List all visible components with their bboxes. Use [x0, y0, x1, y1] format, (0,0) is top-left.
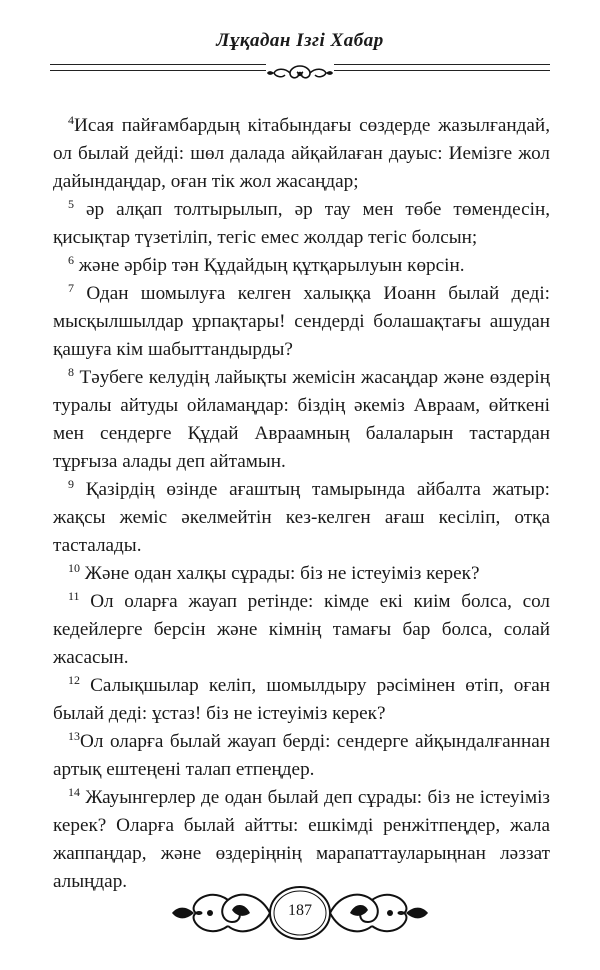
- verse-text: және әрбір тән Құдайдың құтқарылуын көрсін.: [78, 255, 465, 276]
- verse-text: Одан шомылуға келген халыққа Иоанн былай деді: мысқылшылдар ұрпақтары! сендерді болашақтағы ашудан қашуға кім шабыттандырды?: [53, 283, 550, 360]
- verse-number: 11: [68, 589, 80, 603]
- verse-text: әр алқап толтырылып, әр тау мен төбе төмендесін, қисықтар түзетіліп, тегіс емес жолдар тегіс болсын;: [53, 199, 551, 248]
- verse-number: 6: [68, 253, 74, 267]
- verse-text: Исая пайғамбардың кітабындағы сөздерде жазылғандай, ол былай дейді: шөл далада айқайлаған дауыс: Иемізге жол дайындаңдар, оған тік жол жасаңдар;: [53, 115, 550, 192]
- verse-4: [53, 112, 550, 196]
- verse-7: [53, 280, 550, 364]
- verse-text: Ол оларға жауап ретінде: кімде екі киім болса, сол кедейлерге берсін және кімнің тамағы бар болса, солай жасасын.: [53, 591, 550, 668]
- verse-13: [53, 728, 550, 784]
- verse-number: 5: [68, 197, 74, 211]
- verse-9: [53, 476, 550, 560]
- header-ornament-icon: [260, 62, 340, 84]
- verse-number: 12: [68, 673, 80, 687]
- verse-text: Жауынгерлер де одан былай деп сұрады: біз не істеуіміз керек? Оларға былай айтты: ешкімді ренжітпеңдер, жала жаппаңдар, және өздеріңнің марапаттауларыңнан ләззат алыңдар.: [53, 787, 550, 892]
- verse-number: 14: [68, 785, 80, 799]
- verse-number: 13: [68, 729, 80, 743]
- verse-number: 8: [68, 365, 74, 379]
- verse-text: Ол оларға былай жауап берді: сендерге айқындалғаннан артық ештеңені талап етпеңдер.: [53, 731, 550, 780]
- verse-number: 4: [68, 113, 74, 127]
- verse-6: [53, 252, 550, 280]
- verse-11: [53, 588, 550, 672]
- header-title: Лұқадан Ізгі Хабар: [216, 30, 384, 51]
- page-number: 187: [288, 902, 312, 919]
- verse-text: Және одан халқы сұрады: біз не істеуіміз керек?: [84, 563, 480, 584]
- verse-text: Қазірдің өзінде ағаштың тамырында айбалта жатыр: жақсы жеміс әкелмейтін кез-келген ағаш кесіліп, отқа тасталады.: [53, 479, 551, 556]
- verse-text: Тәубеге келудің лайықты жемісін жасаңдар және өздерің туралы айтуды ойламаңдар: біздің әкеміз Авраам, өйткені мен сендерге Құдай Авраамның балаларын тастардан тұрғыза алады деп айтамын.: [53, 367, 550, 472]
- verse-text: Салықшылар келіп, шомылдыру рәсімінен өтіп, оған былай деді: ұстаз! біз не істеуіміз керек?: [53, 675, 550, 724]
- verse-8: [53, 364, 550, 476]
- verse-number: 9: [68, 477, 74, 491]
- verse-10: [53, 560, 550, 588]
- verse-12: [53, 672, 550, 728]
- verse-number: 7: [68, 281, 74, 295]
- verse-number: 10: [68, 561, 80, 575]
- verse-text-body: [53, 112, 550, 896]
- verse-5: [53, 196, 550, 252]
